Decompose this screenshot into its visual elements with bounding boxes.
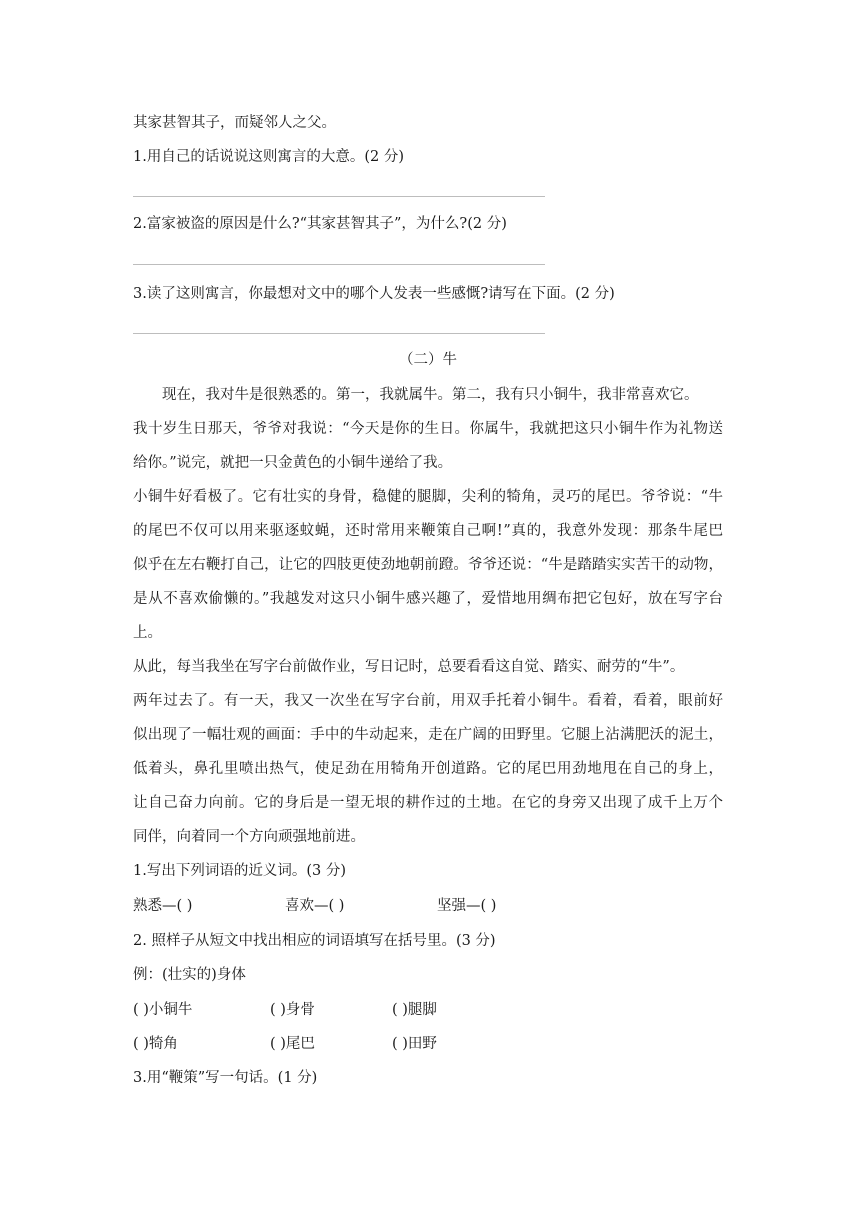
fill-blank[interactable]: ( )小铜牛 <box>133 1002 193 1018</box>
paragraph-line: 的尾巴不仅可以用来驱逐蚊蝇，还时常用来鞭策自己啊!”真的，我意外发现：那条牛尾巴 <box>133 523 724 539</box>
question-2: 2.富家被盗的原因是什么?“其家甚智其子”，为什么?(2 分) <box>133 216 507 232</box>
synonym-blank[interactable]: 喜欢—( ) <box>285 898 345 914</box>
paragraph-line: 两年过去了。有一天，我又一次坐在写字台前，用双手托着小铜牛。看着，看着，眼前好 <box>133 693 724 709</box>
answer-line-2[interactable] <box>133 264 545 265</box>
paragraph-line: 上。 <box>133 625 162 641</box>
paragraph-line: 我十岁生日那天，爷爷对我说：“今天是你的生日。你属牛，我就把这只小铜牛作为礼物送 <box>133 421 724 437</box>
question-3: 3.读了这则寓言，你最想对文中的哪个人发表一些感慨?请写在下面。(2 分) <box>133 286 615 302</box>
fill-example: 例：(壮实的)身体 <box>133 967 246 983</box>
answer-line-1[interactable] <box>133 196 545 197</box>
paragraph-line: 给你。”说完，就把一只金黄色的小铜牛递给了我。 <box>133 455 453 471</box>
paragraph-line: 似乎在左右鞭打自己，让它的四肢更使劲地朝前蹬。爷爷还说：“牛是踏踏实实苦干的动物， <box>133 557 724 573</box>
fill-blank[interactable]: ( )田野 <box>392 1036 437 1052</box>
fill-blank[interactable]: ( )犄角 <box>133 1036 178 1052</box>
synonym-blank[interactable]: 坚强—( ) <box>437 898 497 914</box>
question-1: 1.用自己的话说说这则寓言的大意。(2 分) <box>133 149 404 165</box>
paragraph-line: 同伴，向着同一个方向顽强地前进。 <box>133 829 365 845</box>
passage-tail: 其家甚智其子，而疑邻人之父。 <box>133 115 336 131</box>
fill-blank[interactable]: ( )尾巴 <box>270 1036 315 1052</box>
paragraph-line: 小铜牛好看极了。它有壮实的身骨，稳健的腿脚，尖利的犄角，灵巧的尾巴。爷爷说：“牛 <box>133 489 724 505</box>
question-synonyms: 1.写出下列词语的近义词。(3 分) <box>133 863 346 879</box>
paragraph-line: 似出现了一幅壮观的画面：手中的牛动起来，走在广阔的田野里。它腿上沾满肥沃的泥土， <box>133 727 724 743</box>
question-fill: 2. 照样子从短文中找出相应的词语填写在括号里。(3 分) <box>133 933 496 949</box>
answer-line-3[interactable] <box>133 333 545 334</box>
paragraph-line: 现在，我对牛是很熟悉的。第一，我就属牛。第二，我有只小铜牛，我非常喜欢它。 <box>162 387 699 403</box>
fill-blank[interactable]: ( )腿脚 <box>392 1002 437 1018</box>
question-sentence: 3.用“鞭策”写一句话。(1 分) <box>133 1070 318 1086</box>
paragraph-line: 是从不喜欢偷懒的。”我越发对这只小铜牛感兴趣了，爱惜地用绸布把它包好，放在写字台 <box>133 591 724 607</box>
fill-blank[interactable]: ( )身骨 <box>270 1002 315 1018</box>
paragraph-line: 从此，每当我坐在写字台前做作业，写日记时，总要看看这自觉、踏实、耐劳的“牛”。 <box>133 659 685 675</box>
paragraph-line: 低着头，鼻孔里喷出热气，使足劲在用犄角开创道路。它的尾巴用劲地甩在自己的身上， <box>133 761 724 777</box>
section-title: （二）牛 <box>399 352 457 368</box>
paragraph-line: 让自己奋力向前。它的身后是一望无垠的耕作过的土地。在它的身旁又出现了成千上万个 <box>133 795 724 811</box>
synonym-blank[interactable]: 熟悉—( ) <box>133 898 193 914</box>
